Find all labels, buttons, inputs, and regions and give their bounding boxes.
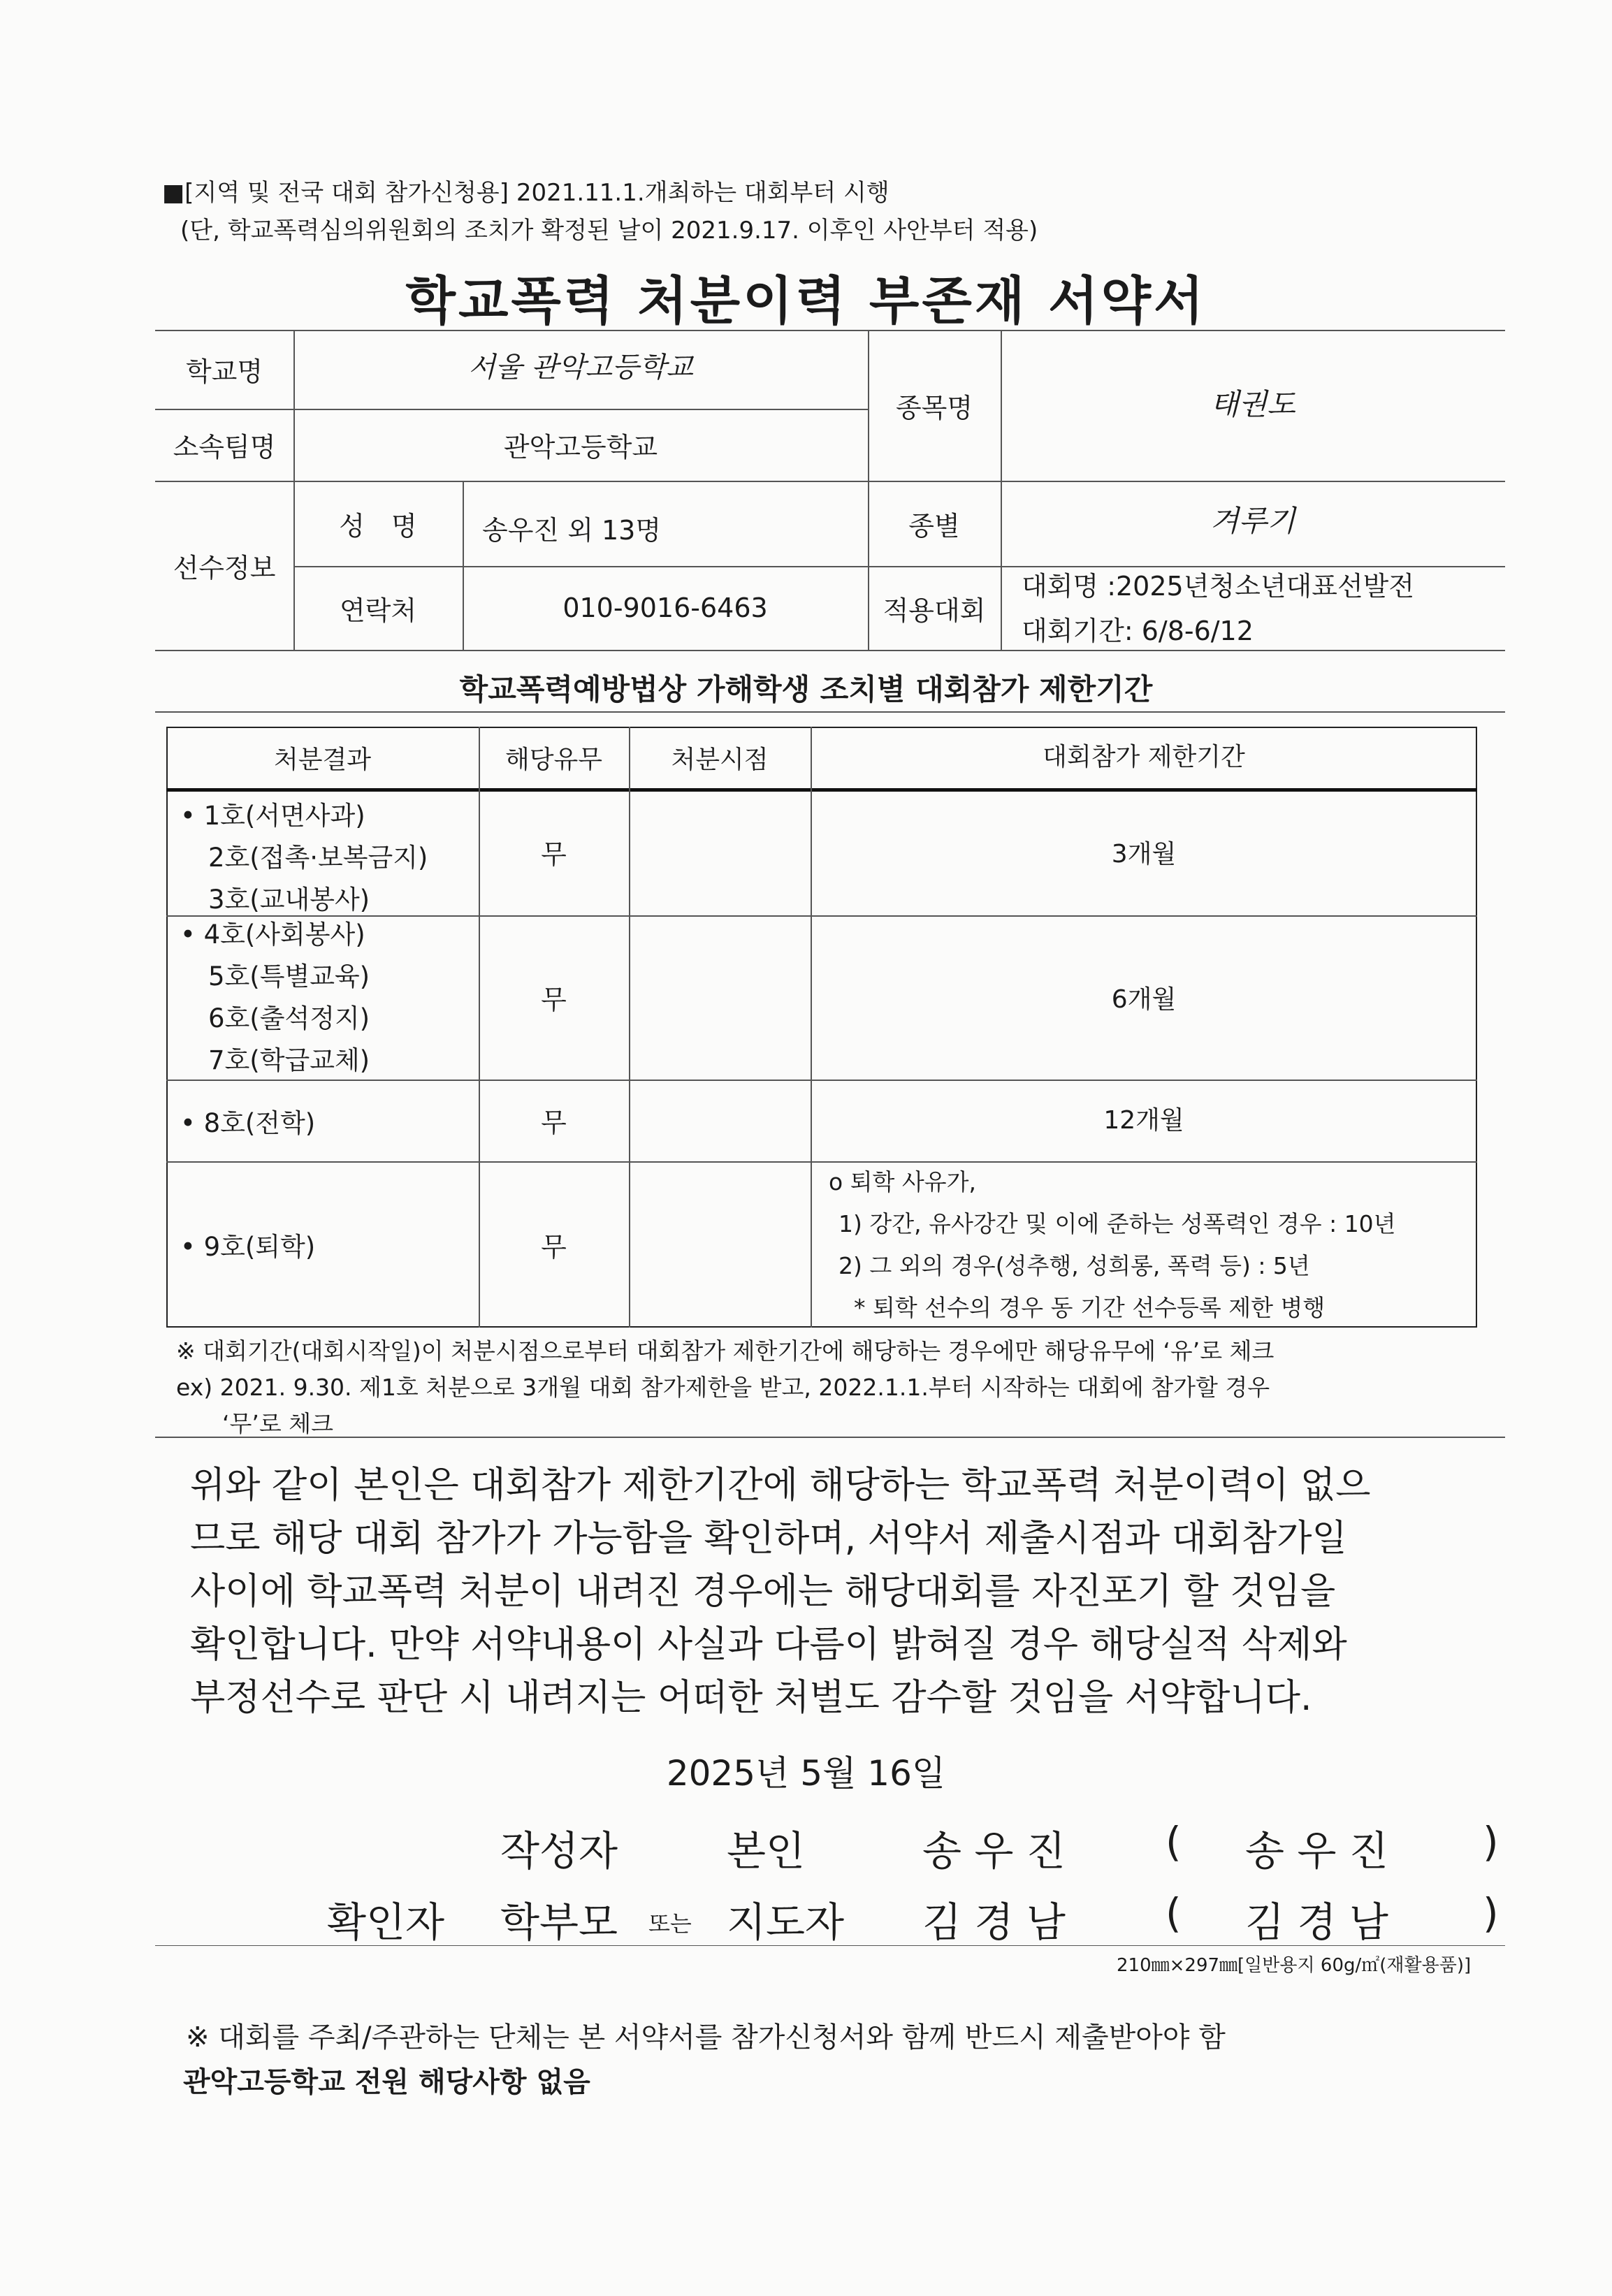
team-label: 소속팀명 [173, 432, 276, 463]
row1-item-2: 2호(접촉·보복금지) [208, 843, 428, 873]
checker-signature: 김 경 남 [1245, 1898, 1388, 1946]
info-border-bottom [155, 650, 1505, 651]
row2-limit: 6개월 [1111, 985, 1177, 1014]
team-value: 관악고등학교 [503, 432, 658, 463]
writer-role: 본인 [727, 1827, 806, 1875]
pledge-line-2: 므로 해당 대회 참가가 가능함을 확인하며, 서약서 제출시점과 대회참가일 [190, 1518, 1347, 1560]
header-limit: 대회참가 제한기간 [1043, 742, 1245, 771]
row1-item-3: 3호(교내봉사) [208, 885, 370, 915]
row1-item-1: • 1호(서면사과) [180, 801, 365, 831]
name-value: 송우진 외 13명 [482, 515, 662, 546]
row3-time [629, 1080, 811, 1161]
sport-label: 종목명 [895, 392, 973, 423]
school-value: 서울 관악고등학교 [468, 351, 693, 384]
name-label: 성 명 [339, 510, 417, 542]
row2-applicable: 무 [541, 984, 567, 1015]
row4-limit-line-1: o 퇴학 사유가, [829, 1168, 977, 1196]
header-time: 처분시점 [671, 745, 769, 774]
row4-limit [829, 1161, 1396, 1329]
row2-item-4: 7호(학급교체) [208, 1045, 370, 1075]
writer-signature: 송 우 진 [1245, 1827, 1388, 1875]
sport-value: 태권도 [1210, 387, 1295, 421]
row1-applicable: 무 [541, 838, 567, 870]
pledge-line-5: 부정선수로 판단 시 내려지는 어떠한 처벌도 감수할 것임을 서약합니다. [190, 1677, 1312, 1719]
competition-period: 대회기간: 6/8-6/12 [1022, 616, 1254, 646]
paper-spec: 210㎜×297㎜[일반용지 60g/㎡(재활용품)] [1117, 1955, 1472, 1976]
competition-label: 적용대회 [883, 595, 986, 626]
checker-label: 확인자 [327, 1898, 445, 1946]
row4-item-1: • 9호(퇴학) [180, 1232, 316, 1262]
checker-or: 또는 [648, 1910, 692, 1937]
row2-item-1: • 4호(사회봉사) [180, 920, 365, 950]
header-result: 처분결과 [273, 745, 372, 774]
row4-applicable: 무 [541, 1231, 567, 1263]
row2-item-2: 5호(특별교육) [208, 961, 370, 991]
pledge-line-4: 확인합니다. 만약 서약내용이 사실과 다름이 밝혀질 경우 해당실적 삭제와 [190, 1624, 1347, 1666]
row4-limit-line-2: 1) 강간, 유사강간 및 이에 준하는 성폭력인 경우 : 10년 [838, 1210, 1396, 1237]
pledge-paragraph [190, 1459, 1370, 1724]
pledge-line-1: 위와 같이 본인은 대회참가 제한기간에 해당하는 학교폭력 처분이력이 없으 [190, 1465, 1371, 1506]
table-row-1-items [180, 795, 428, 921]
header-line-1 [162, 173, 889, 208]
row4-limit-line-4: * 퇴학 선수의 경우 동 기간 선수등록 제한 병행 [854, 1294, 1326, 1321]
checker-paren-open: ( [1166, 1889, 1182, 1937]
checker-name: 김 경 남 [922, 1898, 1066, 1946]
contact-label: 연락처 [339, 595, 417, 626]
signature-underline [155, 1945, 1505, 1946]
header-line-1-text: [지역 및 전국 대회 참가신청용] 2021.11.1.개최하는 대회부터 시행 [184, 179, 889, 207]
row2-time [629, 915, 811, 1080]
note-1: ※ 대회기간(대회시작일)이 처분시점으로부터 대회참가 제한기간에 해당하는 경우에만 해당유무에 ‘유’로 체크 [176, 1337, 1275, 1365]
footer-note: ※ 대회를 주최/주관하는 단체는 본 서약서를 참가신청서와 함께 반드시 제출받아야 함 [186, 2021, 1226, 2054]
writer-paren-close: ) [1483, 1818, 1499, 1866]
row1-limit: 3개월 [1111, 839, 1177, 869]
header-applicable: 해당유무 [504, 745, 603, 774]
checker-role-parent: 학부모 [500, 1898, 618, 1946]
header-line-2: (단, 학교폭력심의위원회의 조치가 확정된 날이 2021.9.17. 이후인 사안부터 적용) [180, 217, 1038, 245]
section-underline [155, 711, 1505, 713]
checker-paren-close: ) [1483, 1889, 1499, 1937]
row1-time [629, 788, 811, 915]
checker-role-coach: 지도자 [727, 1898, 845, 1946]
pledge-line-3: 사이에 학교폭력 처분이 내려진 경우에는 해당대회를 자진포기 할 것임을 [190, 1571, 1336, 1613]
row3-applicable: 무 [541, 1107, 567, 1138]
note-2: ex) 2021. 9.30. 제1호 처분으로 3개월 대회 참가제한을 받고, 2022.1.1.부터 시작하는 대회에 참가할 경우 [176, 1374, 1270, 1401]
note-3: ‘무’로 체크 [222, 1410, 333, 1437]
event-value: 겨루기 [1210, 504, 1295, 538]
table-row-2-items [180, 914, 370, 1082]
row2-item-3: 6호(출석정지) [208, 1003, 370, 1033]
pledge-date: 2025년 5월 16일 [666, 1753, 946, 1794]
athlete-info-label: 선수정보 [173, 552, 276, 583]
writer-paren-open: ( [1166, 1818, 1182, 1866]
writer-label: 작성자 [500, 1827, 618, 1875]
document-title: 학교폭력 처분이력 부존재 서약서 [405, 271, 1207, 331]
row3-item-1: • 8호(전학) [180, 1107, 316, 1138]
section-title: 학교폭력예방법상 가해학생 조치별 대회참가 제한기간 [459, 672, 1153, 706]
row4-limit-line-3: 2) 그 외의 경우(성추행, 성희롱, 폭력 등) : 5년 [838, 1252, 1310, 1279]
writer-name: 송 우 진 [922, 1827, 1066, 1875]
header-bullet: ■ [162, 179, 185, 207]
competition-name: 대회명 :2025년청소년대표선발전 [1022, 571, 1415, 602]
footer-handwritten-note: 관악고등학교 전원 해당사항 없음 [183, 2066, 590, 2098]
school-label: 학교명 [185, 356, 263, 387]
row4-time [629, 1161, 811, 1328]
row3-limit: 12개월 [1103, 1105, 1184, 1135]
notes-underline [155, 1437, 1505, 1438]
event-label: 종별 [908, 510, 960, 542]
contact-value: 010-9016-6463 [562, 593, 768, 623]
